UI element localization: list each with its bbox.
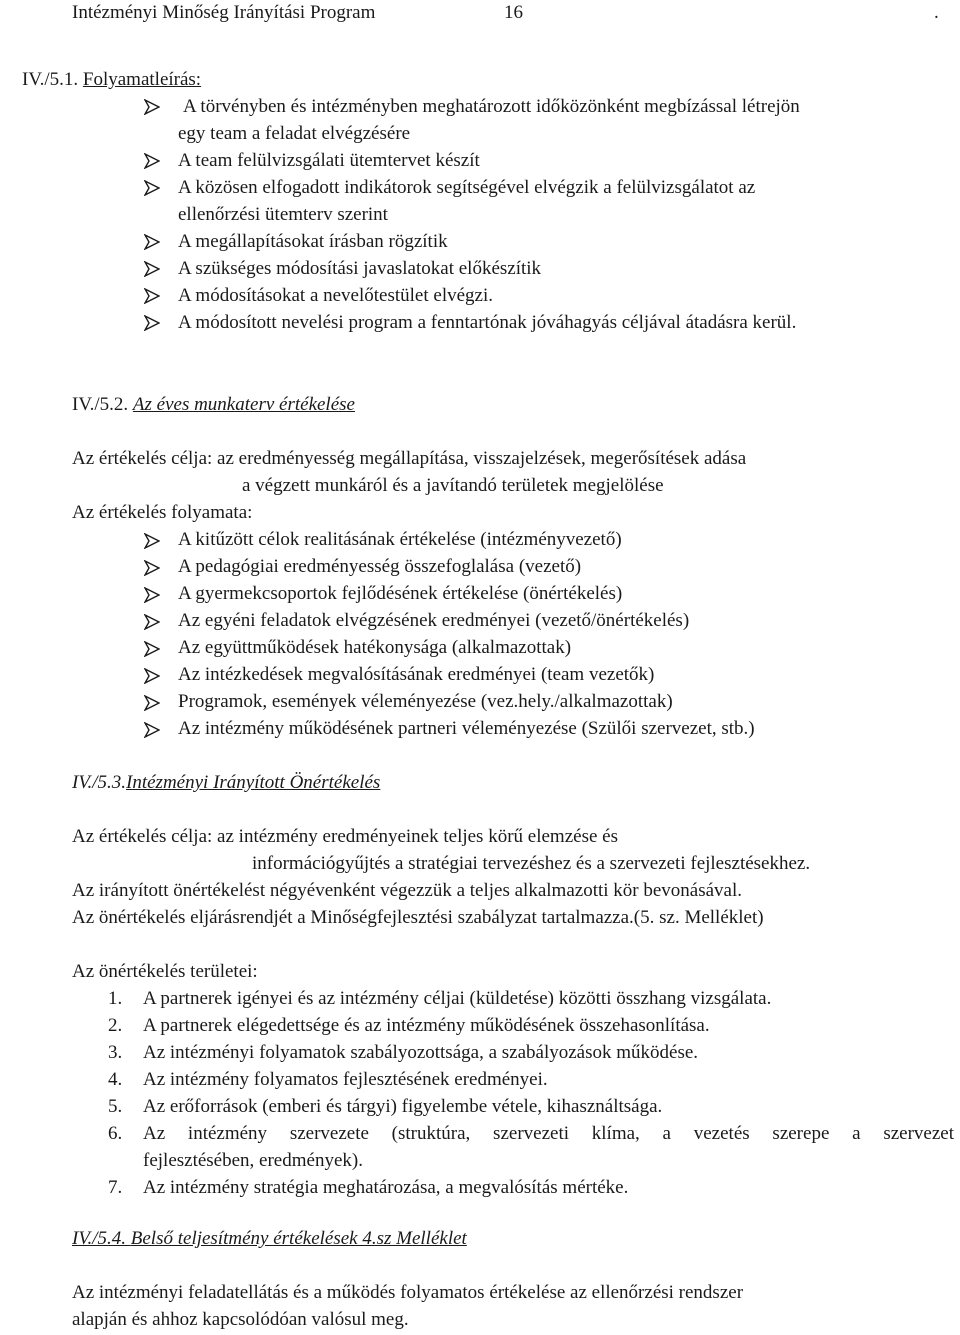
list-item: Programok, események véleményezése (vez.hely./alkalmazottak) (178, 691, 673, 712)
paragraph: Az önértékelés területei: (72, 961, 258, 982)
paragraph: Az értékelés folyamata: (72, 502, 253, 523)
arrow-bullet-icon (144, 99, 160, 115)
arrow-bullet-icon (144, 315, 160, 331)
list-number: 2. (108, 1015, 123, 1036)
page-number: 16 (504, 2, 523, 23)
arrow-bullet-icon (144, 560, 160, 576)
paragraph: Az értékelés célja: az intézmény eredményeinek teljes körű elemzése és (72, 826, 618, 847)
list-item: Az intézkedések megvalósításának eredményei (team vezetők) (178, 664, 655, 685)
list-item: Az intézmény szervezete (struktúra, szervezeti klíma, a vezetés szerepe a szervezet (143, 1123, 954, 1144)
list-number: 1. (108, 988, 123, 1009)
list-item: A módosításokat a nevelőtestület elvégzi. (178, 285, 494, 306)
paragraph: Az irányított önértékelést négyévenként végezzük a teljes alkalmazotti kör bevonásával. (72, 880, 743, 901)
list-item: A szükséges módosítási javaslatokat előkészítik (178, 258, 542, 279)
list-item: A közösen elfogadott indikátorok segítségével elvégzik a felülvizsgálatot az (178, 177, 756, 198)
arrow-bullet-icon (144, 695, 160, 711)
arrow-bullet-icon (144, 153, 160, 169)
list-item: Az intézmény folyamatos fejlesztésének eredményei. (143, 1069, 548, 1090)
list-item: A gyermekcsoportok fejlődésének értékelése (önértékelés) (178, 583, 623, 604)
list-item: Az erőforrások (emberi és tárgyi) figyelembe vétele, kihasználtsága. (143, 1096, 663, 1117)
section-heading-5-3 (72, 772, 380, 794)
arrow-bullet-icon (144, 668, 160, 684)
list-item: A team felülvizsgálati ütemtervet készít (178, 150, 480, 171)
arrow-bullet-icon (144, 234, 160, 250)
header-dot: . (934, 2, 939, 23)
header-title: Intézményi Minőség Irányítási Program (72, 2, 376, 23)
paragraph: Az intézményi feladatellátás és a működés folyamatos értékelése az ellenőrzési rendszer (72, 1282, 744, 1303)
list-item: A törvényben és intézményben meghatározott időközönként megbízással létrejön (183, 96, 800, 117)
list-item: Az intézményi folyamatok szabályozottsága, a szabályozások működése. (143, 1042, 699, 1063)
list-item-continuation: egy team a feladat elvégzésére (178, 123, 411, 144)
list-item-continuation: ellenőrzési ütemterv szerint (178, 204, 388, 225)
page-header (72, 2, 939, 24)
arrow-bullet-icon (144, 288, 160, 304)
list-item: A partnerek elégedettsége és az intézmény működésének összehasonlítása. (143, 1015, 710, 1036)
list-item: A kitűzött célok realitásának értékelése (intézményvezető) (178, 529, 622, 550)
list-item: Az együttműködések hatékonysága (alkalmazottak) (178, 637, 572, 658)
list-item: A partnerek igényei és az intézmény céljai (küldetése) közötti összhang vizsgálata. (143, 988, 772, 1009)
section-title: Folyamatleírás: (82, 69, 202, 90)
paragraph: Az értékelés célja: az eredményesség megállapítása, visszajelzések, megerősítések adása (72, 448, 747, 469)
list-number: 4. (108, 1069, 123, 1090)
list-item: A pedagógiai eredményesség összefoglalása (vezető) (178, 556, 582, 577)
section-code: IV./5.4. (72, 1228, 131, 1249)
section-heading-5-1 (22, 69, 201, 91)
section-heading-5-2 (72, 394, 355, 416)
arrow-bullet-icon (144, 641, 160, 657)
list-item-continuation: fejlesztésében, eredmények). (143, 1150, 363, 1171)
arrow-bullet-icon (144, 261, 160, 277)
list-number: 3. (108, 1042, 123, 1063)
list-number: 6. (108, 1123, 123, 1144)
section-code: IV./5.1. (22, 69, 83, 90)
arrow-bullet-icon (144, 614, 160, 630)
section-title: Belső teljesítmény értékelések 4.sz Melléklet (130, 1228, 467, 1249)
list-item: Az intézmény működésének partneri véleményezése (Szülői szervezet, stb.) (178, 718, 755, 739)
list-item: Az egyéni feladatok elvégzésének eredményei (vezető/önértékelés) (178, 610, 690, 631)
section-heading-5-4 (72, 1228, 467, 1250)
arrow-bullet-icon (144, 587, 160, 603)
paragraph: Az önértékelés eljárásrendjét a Minőségfejlesztési szabályzat tartalmazza.(5. sz. Melléklet) (72, 907, 764, 928)
section-title: Intézményi Irányított Önértékelés (126, 772, 381, 793)
section-code: IV./5.3. (72, 772, 127, 793)
arrow-bullet-icon (144, 180, 160, 196)
list-number: 7. (108, 1177, 123, 1198)
list-number: 5. (108, 1096, 123, 1117)
arrow-bullet-icon (144, 722, 160, 738)
arrow-bullet-icon (144, 533, 160, 549)
paragraph-continuation: információgyűjtés a stratégiai tervezéshez és a szervezeti fejlesztésekhez. (252, 853, 811, 874)
section-title: Az éves munkaterv értékelése (132, 394, 355, 415)
paragraph-continuation: a végzett munkáról és a javítandó területek megjelölése (242, 475, 664, 496)
list-item: Az intézmény stratégia meghatározása, a megvalósítás mértéke. (143, 1177, 629, 1198)
list-item: A módosított nevelési program a fenntartónak jóváhagyás céljával átadásra kerül. (178, 312, 797, 333)
list-item: A megállapításokat írásban rögzítik (178, 231, 448, 252)
paragraph: alapján és ahhoz kapcsolódóan valósul meg. (72, 1309, 409, 1330)
section-code: IV./5.2. (72, 394, 133, 415)
